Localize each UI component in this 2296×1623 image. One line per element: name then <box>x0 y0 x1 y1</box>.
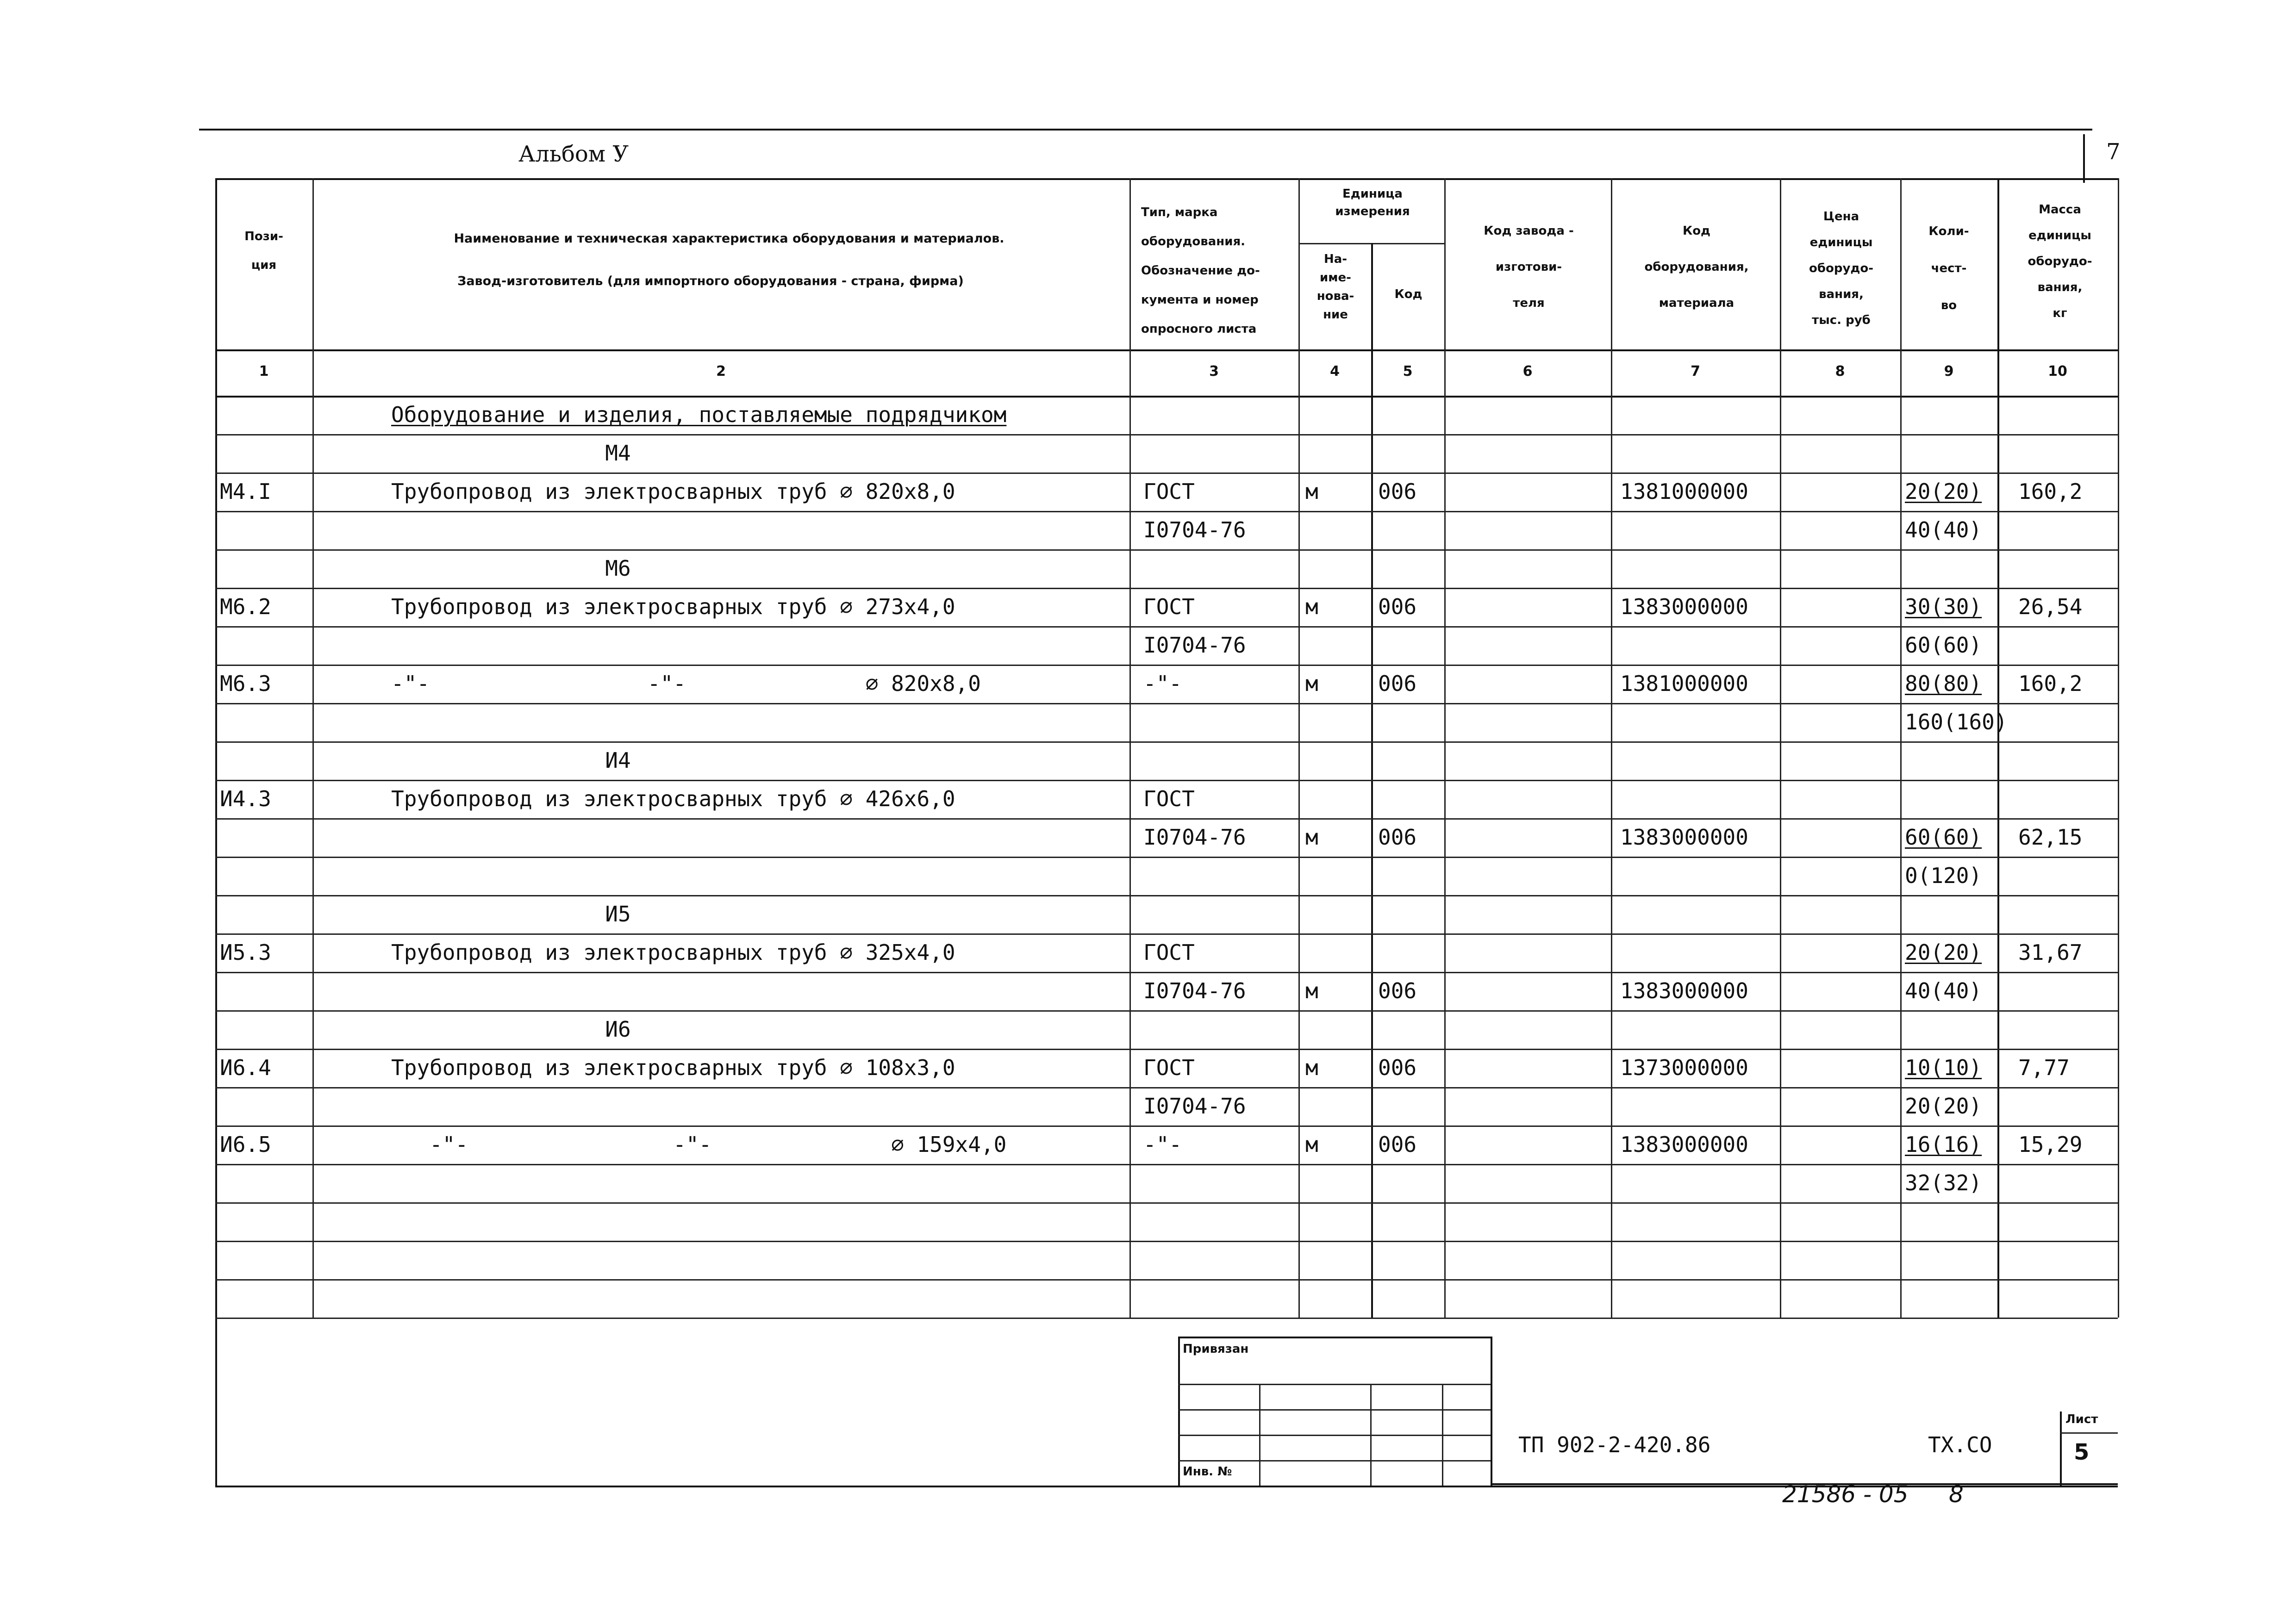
header-mass: Масса единицы оборудо- вания, кг <box>2028 203 2092 320</box>
row-quantity: 20(20) <box>1905 940 1982 965</box>
archive-suffix: 8 <box>1949 1481 1964 1508</box>
archive-number: 21586 - 05 <box>1782 1481 1909 1508</box>
row-unit-code: 006 <box>1378 825 1417 850</box>
row-position: М6.3 <box>220 671 271 696</box>
row-rule <box>215 818 2118 820</box>
row-unit: м <box>1305 978 1318 1003</box>
row-rule <box>215 588 2118 589</box>
column-divider <box>1129 178 1131 1318</box>
row-name: Оборудование и изделия, поставляемые подрядчиком <box>391 402 1007 427</box>
row-rule <box>215 741 2118 743</box>
row-unit-code: 006 <box>1378 978 1417 1003</box>
row-quantity: 60(60) <box>1905 825 1982 850</box>
row-type: I0704-76 <box>1143 825 1246 850</box>
row-rule <box>215 1279 2118 1281</box>
list-label: Лист <box>2065 1412 2098 1426</box>
row-rule <box>215 665 2118 666</box>
header-factory-code: Код завода - изготови- теля <box>1484 224 1574 310</box>
stamp-rule <box>1178 1409 1491 1411</box>
row-quantity: 16(16) <box>1905 1132 1982 1157</box>
row-position: М6.2 <box>220 594 271 619</box>
header-position: Пози- ция <box>244 230 283 272</box>
row-type: I0704-76 <box>1143 978 1246 1003</box>
stamp-rule <box>1178 1337 1491 1338</box>
row-quantity: 30(30) <box>1905 594 1982 619</box>
column-number: 1 <box>259 363 269 379</box>
row-type: ГОСТ <box>1143 940 1195 965</box>
row-material-code: 1383000000 <box>1620 1132 1748 1157</box>
row-unit-code: 006 <box>1378 671 1417 696</box>
document-code: ТП 902-2-420.86 <box>1518 1432 1711 1457</box>
inventory-label: Инв. № <box>1183 1465 1232 1479</box>
table-top-border <box>215 178 2118 180</box>
row-type: ГОСТ <box>1143 594 1195 619</box>
row-unit-code: 006 <box>1378 1055 1417 1080</box>
row-rule <box>215 1241 2118 1242</box>
row-rule <box>215 1202 2118 1204</box>
row-position: И6.5 <box>220 1132 271 1157</box>
stamp-rule <box>1370 1384 1372 1486</box>
stamp-rule <box>1178 1337 1180 1486</box>
row-unit: м <box>1305 1132 1318 1157</box>
row-rule <box>215 549 2118 551</box>
row-rule <box>215 780 2118 781</box>
corner-box-left <box>2083 134 2085 183</box>
row-type: I0704-76 <box>1143 633 1246 658</box>
row-quantity: 160(160) <box>1905 709 2008 734</box>
row-group-label: И6 <box>605 1017 631 1042</box>
row-rule <box>215 857 2118 858</box>
list-box-rule <box>2060 1432 2118 1434</box>
row-quantity: 32(32) <box>1905 1170 1982 1195</box>
row-material-code: 1383000000 <box>1620 825 1748 850</box>
row-material-code: 1383000000 <box>1620 594 1748 619</box>
row-rule <box>215 1126 2118 1127</box>
column-number: 5 <box>1403 363 1413 379</box>
row-type: ГОСТ <box>1143 786 1195 811</box>
row-name: Трубопровод из электросварных труб ∅ 426х6,0 <box>391 786 955 811</box>
album-label: Альбом У <box>518 141 629 167</box>
row-rule <box>215 1010 2118 1012</box>
sheet-code: ТХ.СО <box>1928 1432 1992 1457</box>
row-material-code: 1381000000 <box>1620 479 1748 504</box>
row-unit: м <box>1305 1055 1318 1080</box>
row-rule <box>215 703 2118 704</box>
row-type: -"- <box>1143 671 1182 696</box>
stamp-rule <box>1178 1460 1491 1461</box>
column-numbers-rule <box>215 396 2118 398</box>
row-position: И5.3 <box>220 940 271 965</box>
column-number: 9 <box>1944 363 1954 379</box>
stamp-rule <box>1491 1337 1492 1486</box>
row-mass: 160,2 <box>2018 479 2083 504</box>
column-number: 2 <box>716 363 726 379</box>
row-position: М4.I <box>220 479 271 504</box>
column-number: 10 <box>2048 363 2067 379</box>
row-type: I0704-76 <box>1143 517 1246 542</box>
row-rule <box>215 511 2118 512</box>
row-rule <box>215 473 2118 474</box>
row-mass: 15,29 <box>2018 1132 2083 1157</box>
row-unit: м <box>1305 671 1318 696</box>
header-unit-group: Единица измерения <box>1335 187 1410 218</box>
row-name: Трубопровод из электросварных труб ∅ 108х3,0 <box>391 1055 955 1080</box>
stamp-rule <box>1442 1384 1443 1486</box>
stamp-rule <box>1178 1384 1491 1385</box>
row-group-label: И4 <box>605 748 631 773</box>
header-unit-code: Код <box>1394 287 1423 301</box>
row-quantity: 40(40) <box>1905 517 1982 542</box>
row-group-label: И5 <box>605 902 631 927</box>
row-group-label: М6 <box>605 556 631 581</box>
list-number: 5 <box>2074 1439 2090 1465</box>
row-mass: 160,2 <box>2018 671 2083 696</box>
row-rule <box>215 1318 2118 1319</box>
header-quantity: Коли- чест- во <box>1928 224 1969 312</box>
header-unit-name: На- име- нова- ние <box>1316 252 1354 322</box>
top-rule <box>199 129 2092 131</box>
row-type: ГОСТ <box>1143 479 1195 504</box>
row-rule <box>215 895 2118 896</box>
row-material-code: 1383000000 <box>1620 978 1748 1003</box>
row-unit-code: 006 <box>1378 1132 1417 1157</box>
stamp-rule <box>1178 1435 1491 1436</box>
row-mass: 31,67 <box>2018 940 2083 965</box>
row-unit: м <box>1305 594 1318 619</box>
row-type: -"- <box>1143 1132 1182 1157</box>
header-material-code: Код оборудования, материала <box>1644 224 1749 310</box>
column-divider <box>1780 178 1781 1318</box>
row-position: И6.4 <box>220 1055 271 1080</box>
header-name: Наименование и техническая характеристика оборудования и материалов. Завод-изготовитель (для импортного оборудования - страна, фирма) <box>454 231 1004 288</box>
list-box-rule <box>2060 1412 2062 1486</box>
row-quantity: 10(10) <box>1905 1055 1982 1080</box>
row-quantity: 20(20) <box>1905 479 1982 504</box>
row-quantity: 80(80) <box>1905 671 1982 696</box>
column-divider <box>1298 178 1300 1318</box>
column-number: 3 <box>1209 363 1219 379</box>
row-unit: м <box>1305 825 1318 850</box>
row-rule <box>215 933 2118 935</box>
row-unit-code: 006 <box>1378 479 1417 504</box>
row-quantity: 60(60) <box>1905 633 1982 658</box>
row-rule <box>215 972 2118 973</box>
table-left-border <box>215 178 217 1486</box>
row-rule <box>215 1087 2118 1088</box>
row-rule <box>215 1164 2118 1165</box>
row-group-label: М4 <box>605 441 631 466</box>
row-name: -"- -"- ∅ 820х8,0 <box>391 671 981 696</box>
header-type: Тип, марка оборудования. Обозначение до- кумента и номер опросного листа <box>1141 205 1260 336</box>
column-divider <box>1444 178 1446 1318</box>
row-name: Трубопровод из электросварных труб ∅ 273х4,0 <box>391 594 955 619</box>
row-mass: 62,15 <box>2018 825 2083 850</box>
row-unit: м <box>1305 479 1318 504</box>
row-type: ГОСТ <box>1143 1055 1195 1080</box>
column-number: 8 <box>1835 363 1845 379</box>
row-rule <box>215 626 2118 628</box>
row-material-code: 1381000000 <box>1620 671 1748 696</box>
row-quantity: 20(20) <box>1905 1094 1982 1119</box>
row-name: Трубопровод из электросварных труб ∅ 325х4,0 <box>391 940 955 965</box>
page-corner-number: 7 <box>2106 139 2121 165</box>
column-divider <box>1900 178 1902 1318</box>
row-mass: 7,77 <box>2018 1055 2070 1080</box>
bound-label: Привязан <box>1183 1342 1249 1356</box>
column-divider <box>1997 178 1999 1318</box>
row-type: I0704-76 <box>1143 1094 1246 1119</box>
header-bottom-rule <box>215 349 2118 351</box>
row-mass: 26,54 <box>2018 594 2083 619</box>
row-quantity: 0(120) <box>1905 863 1982 888</box>
column-number: 4 <box>1330 363 1340 379</box>
column-number: 6 <box>1522 363 1533 379</box>
row-unit-code: 006 <box>1378 594 1417 619</box>
column-divider <box>2118 178 2119 1318</box>
header-price: Цена единицы оборудо- вания, тыс. руб <box>1809 210 1874 327</box>
row-material-code: 1373000000 <box>1620 1055 1748 1080</box>
row-name: Трубопровод из электросварных труб ∅ 820х8,0 <box>391 479 955 504</box>
column-divider <box>1611 178 1612 1318</box>
row-rule <box>215 1049 2118 1050</box>
stamp-rule <box>1259 1384 1260 1486</box>
row-name: -"- -"- ∅ 159х4,0 <box>391 1132 1007 1157</box>
row-position: И4.3 <box>220 786 271 811</box>
row-quantity: 40(40) <box>1905 978 1982 1003</box>
row-rule <box>215 434 2118 435</box>
column-number: 7 <box>1691 363 1700 379</box>
